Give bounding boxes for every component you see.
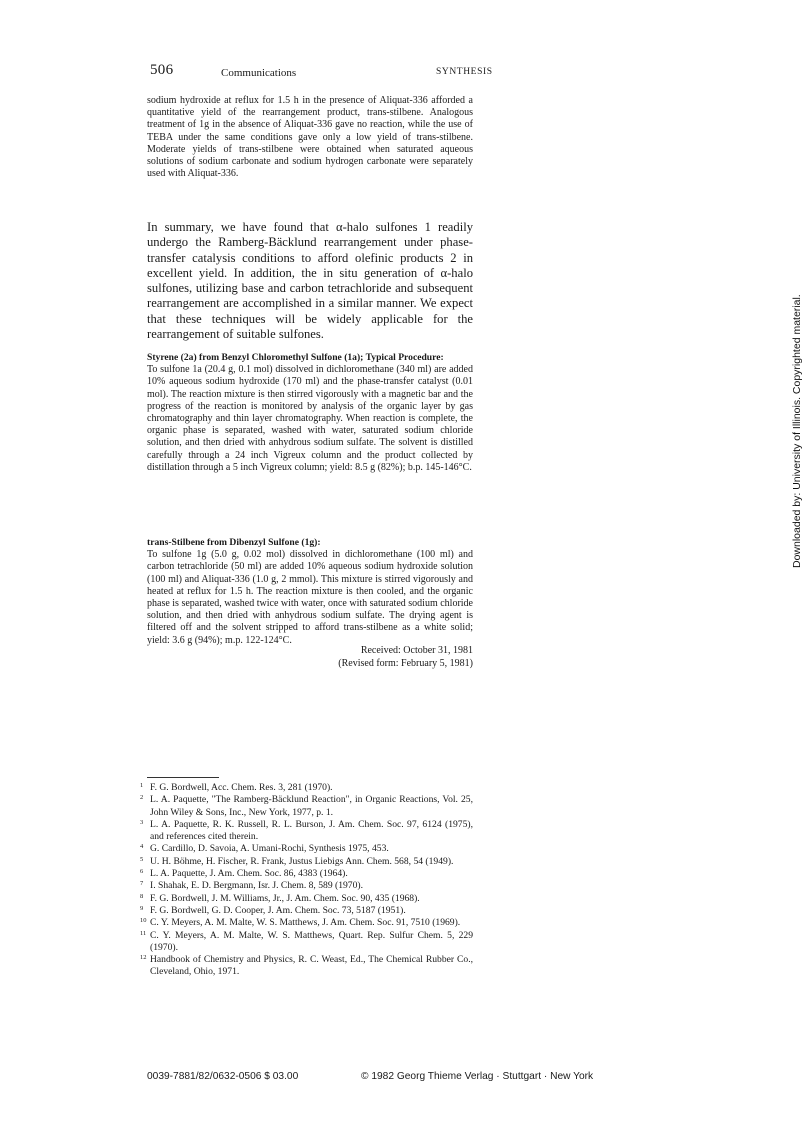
reference-text: G. Cardillo, D. Savoia, A. Umani-Rochi, Synthesis 1975, 453. [150,843,389,855]
reference-number: 8 [140,892,144,900]
reference-item [140,893,473,905]
reference-number: 11 [140,929,147,937]
reference-text: U. H. Böhme, H. Fischer, R. Frank, Justus Liebigs Ann. Chem. 568, 54 (1949). [150,855,454,867]
intro-paragraph-block [147,95,473,180]
reference-number: 5 [140,855,144,863]
reference-number: 7 [140,880,144,888]
received-dates [147,645,473,671]
reference-text: C. Y. Meyers, A. M. Malte, W. S. Matthews, J. Am. Chem. Soc. 91, 7510 (1969). [150,917,461,929]
received-date: Received: October 31, 1981 [360,645,473,656]
section-title: Communications [221,67,297,79]
article-code: 0039-7881/82/0632-0506 $ 03.00 [147,1071,299,1082]
reference-item [140,843,473,855]
reference-item [140,819,473,844]
procedure-2-title: trans-Stilbene from Dibenzyl Sulfone (1g): [147,537,321,548]
journal-name: SYNTHESIS [436,67,493,77]
reference-number: 10 [140,917,147,925]
reference-number: 2 [140,794,144,802]
reference-text: C. Y. Meyers, A. M. Malte, W. S. Matthews, Quart. Rep. Sulfur Chem. 5, 229 (1970). [150,929,473,953]
copyright-notice: © 1982 Georg Thieme Verlag · Stuttgart · New York [361,1071,594,1082]
reference-item [140,954,473,979]
reference-item [140,905,473,917]
procedure-2-text: To sulfone 1g (5.0 g, 0.02 mol) dissolved in dichloromethane (100 ml) and carbon tetrachloride (50 ml) are added 10% aqueous sodium hydroxide solution (100 ml) and Aliquat-336 (1.0 g, 2 mmol). This mixture is stirred vigorously and heated at reflux for 1.5 h. The reaction mixture is then cooled, and the organic phase is separated, washed twice with water, once with saturated sodium chloride solution, and then dried with anhydrous sodium sulfate. The drying agent is filtered off and the solvent stripped to afford trans-stilbene as a white solid; yield: 3.6 g (94%); m.p. 122-124°C. [147,549,473,646]
references-list [140,782,473,979]
intro-paragraph: sodium hydroxide at reflux for 1.5 h in the presence of Aliquat-336 afforded a quantitative yield of the rearrangement product, trans-stilbene. Analogous treatment of 1g in the absence of Aliquat-336 gave no reaction, while the use of TEBA under the same conditions gave only a low yield of trans-stilbene. Moderate yields of trans-stilbene were obtained when saturated aqueous solutions of sodium carbonate and sodium hydrogen carbonate were separately used with Aliquat-336. [147,95,473,180]
reference-item [140,930,473,955]
reference-text: F. G. Bordwell, G. D. Cooper, J. Am. Chem. Soc. 73, 5187 (1951). [150,904,406,916]
reference-item [140,856,473,868]
references-divider [147,777,219,778]
reference-number: 9 [140,904,144,912]
page-number: 506 [150,62,174,78]
reference-item [140,794,473,819]
reference-text: Handbook of Chemistry and Physics, R. C. Weast, Ed., The Chemical Rubber Co., Cleveland, Ohio, 1971. [150,954,473,978]
summary-paragraph-block [147,220,473,342]
reference-item [140,782,473,794]
reference-item [140,868,473,880]
procedure-1 [147,352,473,474]
procedure-1-title: Styrene (2a) from Benzyl Chloromethyl Sulfone (1a); Typical Procedure: [147,352,444,363]
reference-text: L. A. Paquette, J. Am. Chem. Soc. 86, 4383 (1964). [150,868,348,880]
reference-number: 1 [140,782,144,789]
reference-text: L. A. Paquette, "The Ramberg-Bäcklund Reaction", in Organic Reactions, Vol. 25, John Wiley & Sons, Inc., New York, 1977, p. 1. [150,794,473,818]
reference-number: 12 [140,954,147,962]
reference-text: L. A. Paquette, R. K. Russell, R. L. Burson, J. Am. Chem. Soc. 97, 6124 (1975), and references cited therein. [150,818,473,843]
procedure-2 [147,537,473,647]
reference-text: F. G. Bordwell, J. M. Williams, Jr., J. Am. Chem. Soc. 90, 435 (1968). [150,892,420,904]
revised-date: (Revised form: February 5, 1981) [338,657,473,669]
reference-item [140,917,473,929]
reference-text: F. G. Bordwell, Acc. Chem. Res. 3, 281 (1970). [150,782,333,793]
reference-text: I. Shahak, E. D. Bergmann, Isr. J. Chem. 8, 589 (1970). [150,880,363,892]
download-watermark: Downloaded by: University of Illinois. Copyrighted material. [791,294,803,568]
summary-paragraph: In summary, we have found that α-halo sulfones 1 readily undergo the Ramberg-Bäcklund rearrangement under phase-transfer catalysis conditions to afford olefinic products 2 in excellent yield. In addition, the in situ generation of α-halo sulfones, utilizing base and carbon tetrachloride and subsequent rearrangement are accomplished in a similar manner. We expect that these techniques will be widely applicable for the rearrangement of suitable sulfones. [147,220,473,342]
reference-item [140,880,473,892]
reference-number: 3 [140,818,144,826]
reference-number: 6 [140,868,144,876]
reference-number: 4 [140,843,144,851]
procedure-1-text: To sulfone 1a (20.4 g, 0.1 mol) dissolved in dichloromethane (340 ml) are added 10% aqueous sodium hydroxide (170 ml) and the phase-transfer catalyst (0.01 mol). The reaction mixture is then stirred vigorously with a magnetic bar and the progress of the reaction is monitored by analysis of the organic layer by gas chromatography and thin layer chromatography. When reaction is complete, the organic phase is separated, washed with water, saturated sodium chloride solution, and then dried with anhydrous sodium sulfate. The solvent is distilled carefully through a 24 inch Vigreux column and the product collected by distillation through a 5 inch Vigreux column; yield: 8.5 g (82%); b.p. 145-146°C. [147,364,473,473]
